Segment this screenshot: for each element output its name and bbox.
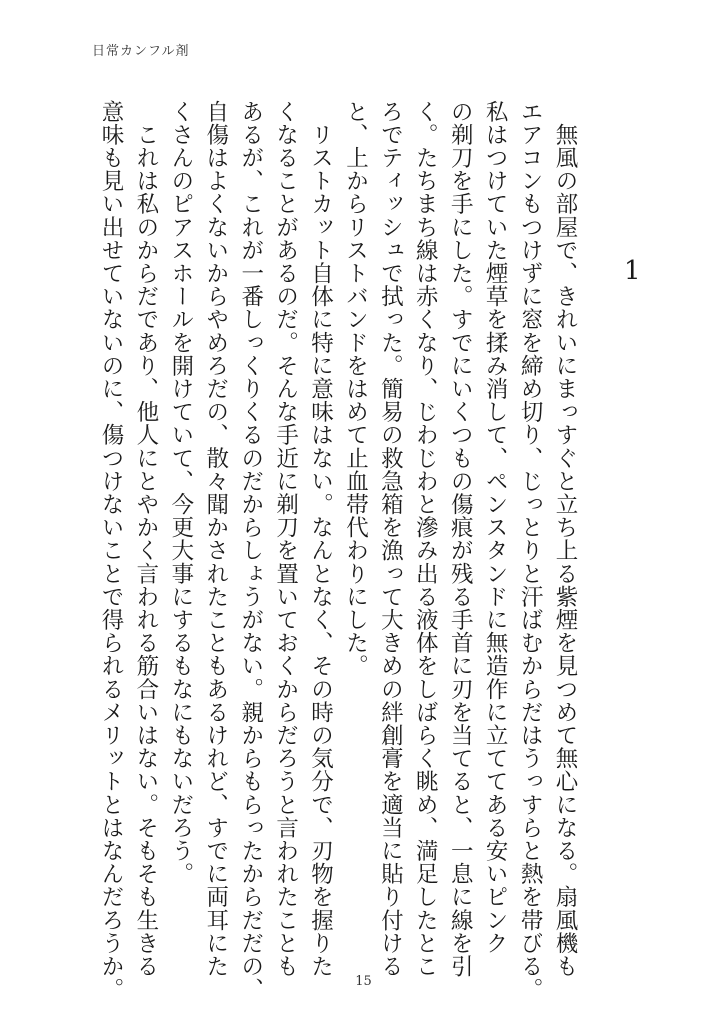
running-title: 日常カンフル剤 [92, 44, 190, 59]
text-line: リストカット自体に特に意味はない。なんとなく、その時の気分で、刃物を握りた [307, 100, 334, 978]
text-line: ろでティッシュで拭った。簡易の救急箱を漁って大きめの絆創膏を適当に貼り付ける [377, 100, 404, 978]
text-line: あるが、これが一番しっくりくるのだからしょうがない。親からもらったからだだの、 [237, 100, 264, 1001]
text-line: 私はつけていた煙草を揉み消して、ペンスタンドに無造作に立ててある安いピンク [482, 100, 509, 955]
chapter-number: 1 [624, 256, 641, 286]
text-line: エアコンもつけずに窓を締め切り、じっとりと汗ばむからだはうっすらと熱を帯びる。 [517, 100, 544, 1001]
text-line: 意味も見い出せていないのに、傷つけないことで得られるメリットとはなんだろうか。 [98, 100, 124, 1001]
page-number: 15 [355, 974, 372, 989]
text-line: く。たちまち線は赤くなり、じわじわと滲み出る液体をしばらく眺め、満足したとこ [412, 100, 439, 978]
text-line: これは私のからだであり、他人にとやかく言われる筋合いはない。そもそも生きる [132, 100, 159, 978]
text-line: くなることがあるのだ。そんな手近に剃刀を置いておくからだろうと言われたことも [272, 100, 299, 978]
text-line: 無風の部屋で、きれいにまっすぐと立ち上る紫煙を見つめて無心になる。扇風機も [551, 100, 578, 978]
text-line: くさんのピアスホールを開けていて、今更大事にするもなにもないだろう。 [167, 100, 194, 886]
text-line: と、上からリストバンドをはめて止血帯代わりにした。 [342, 100, 369, 678]
text-line: 自傷はよくないからやめろだの、散々聞かされたこともあるけれど、すでに両耳にた [202, 100, 229, 978]
text-line: の剃刀を手にした。すでにいくつもの傷痕が残る手首に刃を当てると、一息に線を引 [447, 100, 474, 978]
